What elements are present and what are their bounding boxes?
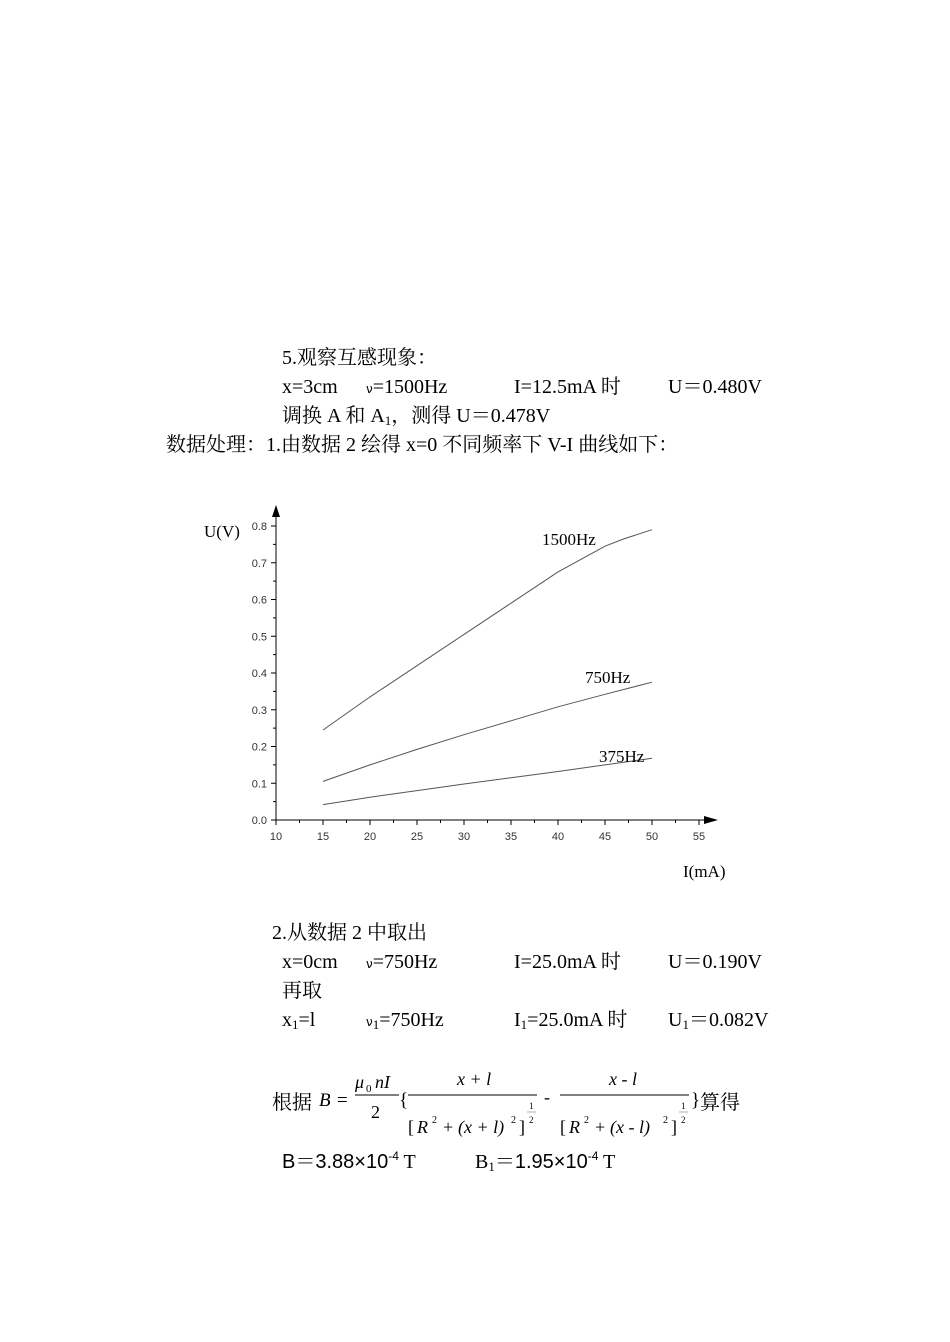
x-tick-label: 45 [598,831,612,843]
swap-post: ，测得 U＝0.478V [391,405,551,427]
formula-suffix: 算得 [700,1092,740,1114]
section2-freq1 [366,1008,444,1034]
processing-intro: 数据处理：1.由数据 2 绘得 x=0 不同频率下 V-I 曲线如下： [166,434,679,456]
section2-freq [366,950,437,976]
x-tick-label: 55 [692,831,706,843]
series-label-750Hz: 750Hz [585,668,631,687]
section5-voltage: U＝0.480V [668,376,762,398]
formula-rbrace: } [691,1090,701,1111]
x-tick-label: 30 [457,831,471,843]
y-tick-label: 0.7 [251,557,267,570]
series-line-1500Hz [323,530,652,730]
formula-B: B [319,1090,331,1111]
result-B1 [475,1150,615,1174]
I1-sub: 1 [520,1017,528,1032]
formula-minus: - [544,1087,550,1107]
formula-mu-sub: 0 [366,1083,372,1095]
formula-den2-paren: (x - l) [610,1117,650,1137]
result-B1-unit: T [598,1151,616,1173]
formula-half2-den: 2 [681,1115,686,1125]
nu-symbol: ν [366,382,373,396]
section2-voltage1 [668,1008,768,1032]
x-tick-label: 10 [269,831,283,843]
x-tick-label: 25 [410,831,424,843]
series-label-1500Hz: 1500Hz [542,530,596,549]
formula-num1: x + l [457,1069,492,1089]
series-label-375Hz: 375Hz [599,747,645,766]
x-axis-arrow [704,816,718,824]
swap-pre: 调换 A 和 A [282,405,385,427]
series-line-750Hz [323,682,652,781]
formula-den1-paren: (x + l) [458,1117,505,1137]
y-tick-label: 0.6 [251,594,267,607]
formula-den1-open: [ [408,1117,414,1137]
result-B-exp: -4 [388,1149,399,1163]
formula-num2: x - l [609,1069,637,1089]
section2-x1 [282,1008,315,1032]
U1-post: ＝0.082V [688,1009,769,1031]
nu-symbol: ν [366,1015,373,1029]
section2-current: I=25.0mA 时 [514,951,621,973]
section5-swap-note [282,404,550,428]
section5-x: x=3cm [282,376,338,398]
formula-half2-num: 1 [681,1101,686,1111]
formula-prefix: 根据 [272,1092,312,1114]
formula-half1-num: 1 [529,1101,534,1111]
result-B1-value: ＝1.95×10 [494,1151,588,1173]
formula-den2-sq: 2 [584,1115,589,1126]
swap-sub: 1 [384,413,392,428]
y-tick-label: 0.3 [251,704,267,717]
section2-x: x=0cm [282,951,338,973]
formula-den2-close: ] [671,1117,677,1137]
formula-lbrace: { [399,1090,409,1111]
formula-den1-plus: + [443,1117,454,1137]
nu-symbol: ν [366,957,373,971]
x-tick-label: 50 [645,831,659,843]
y-tick-label: 0.0 [251,815,267,827]
result-B-value: B＝3.88×10 [282,1151,389,1173]
y-axis-arrow [272,505,280,517]
section2-freq-value: =750Hz [372,951,438,973]
formula-den2-open: [ [560,1117,566,1137]
formula-den1-sq: 2 [432,1115,437,1126]
x1-sub: 1 [292,1017,299,1032]
formula-eq: = [337,1090,348,1111]
y-tick-label: 0.4 [251,668,267,680]
x-tick-label: 40 [551,831,565,843]
section2-voltage: U＝0.190V [668,951,762,973]
formula-den1-R: R [417,1117,428,1137]
section5-freq-value: =1500Hz [372,376,448,398]
y-tick-label: 0.2 [251,741,267,754]
U1-sub: 1 [682,1017,689,1032]
U1-pre: U [668,1009,683,1031]
y-tick-label: 0.1 [251,778,267,791]
section2-heading: 2.从数据 2 中取出 [272,922,427,944]
result-B-unit: T [398,1151,416,1173]
formula-mu: μ [355,1072,365,1092]
vi-curve-chart [180,495,740,895]
x1-pre: x [282,1009,292,1031]
formula-den2-plus: + [595,1117,606,1137]
x-axis-label: I(mA) [683,862,726,881]
x-tick-label: 15 [316,831,330,843]
I1-post: =25.0mA 时 [527,1009,628,1031]
nu1-sub: 1 [372,1017,380,1032]
formula-half1-den: 2 [529,1115,534,1125]
y-tick-label: 0.5 [251,631,267,644]
formula-nI: nI [375,1072,390,1092]
section5-freq [366,375,447,401]
formula-den2-sq2: 2 [663,1115,668,1126]
x-tick-label: 35 [504,831,518,843]
I1-pre: I [514,1009,521,1031]
biot-savart-formula [315,1065,715,1145]
result-B1-pre: B [475,1151,489,1173]
freq1-value: =750Hz [379,1009,444,1031]
y-tick-label: 0.8 [251,521,267,533]
result-B [282,1150,416,1174]
formula-two: 2 [371,1102,380,1122]
result-B1-exp: -4 [587,1149,599,1163]
section5-heading: 5.观察互感现象： [282,347,437,369]
section2-current1 [514,1008,627,1032]
section5-current: I=12.5mA 时 [514,376,621,398]
result-B1-sub: 1 [488,1159,495,1174]
x1-post: =l [298,1009,316,1031]
formula-den1-close: ] [519,1117,525,1137]
y-axis-label: U(V) [204,522,240,541]
section2-again: 再取 [282,980,322,1002]
formula-den1-sq2: 2 [511,1115,516,1126]
formula-den2-R: R [569,1117,580,1137]
x-tick-label: 20 [363,831,377,843]
